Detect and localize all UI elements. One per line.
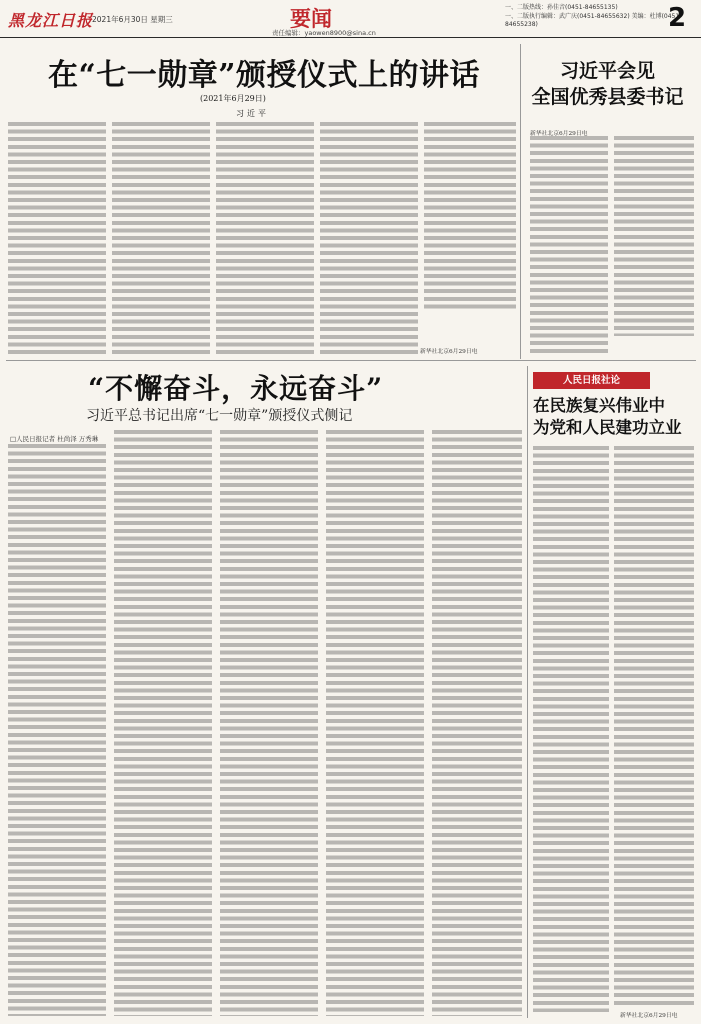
editorial-column-1 — [533, 446, 609, 1012]
second-column-3 — [220, 430, 318, 1016]
right-sign: 新华社北京6月29日电 — [530, 131, 588, 137]
section-divider — [6, 360, 696, 361]
editorial-headline-line-2: 为党和人民建功立业 — [533, 418, 682, 437]
right-column-2 — [614, 136, 694, 336]
hotline-line-2: 一、二版执行编辑：武广庆(0451-84655632) 美编：杜博(0451-84655238) — [505, 12, 682, 28]
editorial-sign: 新华社北京6月29日电 — [620, 1013, 678, 1019]
lead-author: 习近平 — [236, 109, 269, 118]
editorial-divider — [527, 366, 528, 1018]
editorial-headline-line-1: 在民族复兴伟业中 — [533, 396, 665, 415]
editorial-banner: 人民日报社论 — [533, 372, 650, 389]
second-headline: “不懈奋斗，永远奋斗” — [88, 372, 384, 405]
page-number: 2 — [668, 3, 687, 33]
lead-column-2 — [112, 122, 210, 354]
right-column-1 — [530, 136, 608, 356]
right-headline-line-2: 全国优秀县委书记 — [531, 86, 684, 108]
lead-column-3 — [216, 122, 314, 354]
second-column-2 — [114, 430, 212, 1016]
right-headline-line-1: 习近平会见 — [559, 60, 655, 82]
paper-name: 黑龙江日报 — [8, 11, 94, 30]
lead-column-1 — [8, 122, 106, 354]
editorial-headline — [533, 395, 693, 439]
second-column-5 — [432, 430, 522, 1016]
editor-contact: 责任编辑：yaowen8900@sina.cn — [272, 29, 376, 37]
lead-sign: 新华社北京6月29日电 — [420, 349, 478, 355]
second-byline: □人民日报记者 杜尚泽 万秀琳 — [10, 435, 99, 443]
issue-date: 2021年6月30日 星期三 — [92, 15, 173, 24]
lead-column-4 — [320, 122, 418, 354]
right-headline — [520, 58, 695, 110]
hotline-line-1: 一、二版热线：孙佳音(0451-84655135) — [505, 4, 618, 11]
lead-date: (2021年6月29日) — [200, 94, 266, 103]
masthead — [0, 0, 701, 38]
lead-column-5 — [424, 122, 516, 312]
section-title: 要闻 — [290, 6, 332, 31]
second-column-1 — [8, 444, 106, 1016]
lead-headline: 在“七一勋章”颁授仪式上的讲话 — [47, 58, 480, 93]
second-column-4 — [326, 430, 424, 1016]
editorial-column-2 — [614, 446, 694, 1006]
second-subheadline: 习近平总书记出席“七一勋章”颁授仪式侧记 — [86, 408, 353, 424]
